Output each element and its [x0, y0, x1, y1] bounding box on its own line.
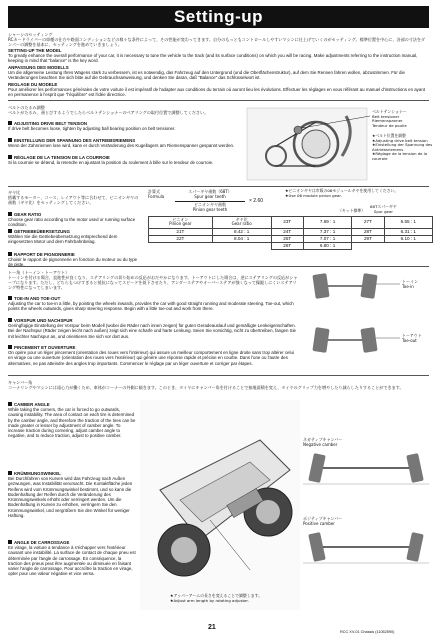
table-cell: 21T — [149, 228, 213, 235]
bullet-icon — [8, 540, 12, 544]
toe-en-title: TOE-IN AND TOE-OUT — [8, 296, 298, 301]
camber-de-title: KRÜMMUNGSWINKEL — [8, 471, 138, 476]
table-cell: 7.69 : 1 — [303, 217, 351, 229]
positive-camber-label: ポジティブキャンバー Positive camber — [303, 516, 343, 526]
gear-de: Wählen Sie die Getriebeübersetzung entsprechend dem eingesetzten Motor und dem Fahrbahnbelag. — [8, 234, 118, 245]
bullet-icon — [8, 318, 12, 322]
negative-camber-label: ネガティブキャンバー Negative camber — [303, 437, 343, 447]
toe-fr: On opère pour un léger pincement (orientation des roues vers l'intérieur) qui assure un meilleur comportement en ligne droite sans trop altérer celui en virage ou une ouverture (orientation des roues vers l'extérieur) qui génère une réponse rapide et précise en courbe. Dans l'une ou l'autre des alternatives, ne pas atteindre des angles trop importants. Commencer le réglage par un léger ouverture et corriger par étapes. — [8, 350, 294, 366]
bullet-icon — [8, 345, 12, 349]
table-row — [149, 236, 433, 243]
spur-gear-label: 68Tスパーギヤ Spur gear — [370, 204, 397, 214]
table-cell — [384, 243, 432, 250]
formula-denominator: ピニオンギヤ歯数 Pinion gear teeth — [192, 202, 228, 212]
intro-en-title: SETTING-UP THE MODEL — [8, 48, 62, 53]
belt-de-title: EINSTELLUNG DER SPANNUNG DES ANTRIEBSRIEMENS — [8, 138, 248, 143]
gear-fr-title: RAPPORT DE PIGNONNERIE — [8, 252, 148, 257]
bullet-icon — [8, 402, 12, 406]
page-title: Setting-up — [8, 6, 429, 28]
bullet-icon — [8, 121, 12, 125]
toe-jp: トー角（トーイン・トーアウト） トーインを付ける場合、直進性が良くなり、ステアリングの切り始めの反応がおだやかになります。トーアウトにした場合は、逆にステアリングの反応がシャープになります。ただし、どちらもつけすぎると抵抗になってスピードを低下させたり、アンダーステアやオーバーステアが強くなって操縦しにくいステアリング特性になってしまいます。 — [8, 270, 298, 290]
table-cell: 7.37 : 1 — [303, 228, 351, 235]
table-cell — [352, 243, 384, 250]
camber-en: While taking the corners, the car is forced to go outwards, causing instability. The area of contact on each tire is determined by the camber angle, and therefore the traction of the tires can be made greater or lesser by adjustment of camber angle. To increase traction during cornering, adjust camber angle to negative, and to reduce traction, adjust to positive camber. — [8, 407, 136, 439]
camber-jp: キャンバー角 コーナリングやマシンには遠心力が働くため、車体がコーナーの外側に傾きます。このとき、タイヤにキャンバー角を付けることで接地面積を変え、タイヤのグリップ力を増やしたり減らしたりすることができます。 — [8, 380, 404, 390]
bullet-icon — [8, 212, 12, 216]
table-cell: 6.80 : 1 — [303, 243, 351, 250]
belt-fr-title: RÉGLAGE DE LA TENSION DE LA COURROIE — [8, 155, 248, 160]
gear-jp: ギヤ比 搭載するモーター、コース、レイアウト等に合わせて、ピニオンギヤの歯数（ギヤ比）をセッティングしてください。 — [8, 190, 139, 205]
camber-de: Bei Durchfahren von Kurven wird das Fahrzeug nach Außen gezwungen, was Instabilität verursacht. Die Kontaktfläche jeden Reifens wird vom Krümmungswinkel bestimmt, und so kann die Bodenhaftung der Reifen durch die Veränderung des Krümmungswinkels erhöht oder verringert werden. Um die Bodenhaftung in Kurven zu erhöhen, verringern Sie den Krümmungswinkel, und vergrößern Sie den Winkel für weniger Haftung. — [8, 476, 133, 519]
table-cell: 27T — [352, 217, 384, 229]
table-cell: 22T — [149, 236, 213, 243]
formula-label: 計算式 Formula — [148, 189, 165, 199]
divider — [8, 186, 429, 187]
product-code: RCC XV-01 Chassis (11052590) — [340, 630, 395, 634]
table-cell — [212, 243, 271, 250]
table-cell: 28T — [352, 228, 384, 235]
gear-ratio-table — [148, 216, 433, 250]
table-cell: 24T — [271, 228, 303, 235]
formula-multiplier: × 2.60 — [249, 198, 264, 204]
divider — [8, 266, 429, 267]
table-cell: 23T — [271, 217, 303, 229]
table-cell: 6.31 : 1 — [384, 228, 432, 235]
table-cell: 25T — [271, 236, 303, 243]
table-header-cell: ピニオン Pinion gear — [149, 217, 213, 229]
intro-en: To greatly enhance the overall performance of your car, it is necessary to tune the vehicle to the track (and its surface conditions) on which you will be racing. Make adjustments referring to the instruction manual, keeping in mind that "balance" is the key word. — [8, 53, 418, 64]
intro-fr: Pour améliorer les performances générales de votre voiture il est impératif de l'adapter aux conditions du terrain où auront lieu les évolutions. Effectuer les réglages en vous référant au manuel d'instructions en ayant en permanence à l'esprit que "l'équilibre" est l'idée directrice. — [8, 87, 425, 98]
table-cell: 29T — [352, 236, 384, 243]
gear-fr: Choisir le rapport de pignonnerie en fonction du moteur ou du type de piste. — [8, 257, 138, 268]
belt-de: Wenn der Zahnriemen lose wird, kann er durch Veränderung des Kugellagers am Riemenspanner gespannt werden. — [8, 143, 235, 148]
bullet-icon — [8, 296, 12, 300]
toe-en: Adjusting the car to toe-in a little, by pointing the wheels inwards, provides the car with good straight running and moderate steering. Toe-out, which points the wheels outwards, gives sharp steering response. Begin with a little toe-out and work from there. — [8, 301, 294, 312]
table-row — [149, 243, 433, 250]
table-row — [149, 228, 433, 235]
belt-en: If drive belt becomes loose, tighten by adjusting ball bearing position on belt tensioner. — [8, 126, 176, 131]
bullet-icon — [8, 471, 12, 475]
camber-en-title: CAMBER ANGLE — [8, 402, 138, 407]
toe-in-label: トーイン Toe-in — [402, 279, 418, 289]
kit-standard-note: （キット標準） — [338, 208, 366, 213]
table-cell — [149, 243, 213, 250]
adjust-arm-note: ★アッパーアームの長さを変えることで調整します。 ★Adjust arm length by rotating adjuster. — [170, 593, 263, 603]
positive-camber-diagram — [303, 529, 429, 569]
table-cell: 8.42 : 1 — [212, 228, 271, 235]
gear-de-title: GETRIEBEÜBERSETZUNG — [8, 229, 148, 234]
intro-de: Um die allgemeine Leistung Ihres Wagens stark zu verbessern, ist es notwendig, das Fahrzeug auf den Untergrund (und die Oberflächenstruktur), auf dem Sie Rennen fahren wollen, abzustimmen. Für die Veränderungen beachten Sie sich bitte auf die Gebrauchsanweisung, und denken Sie daran, daß "Balance" das Schlüsselwort ist. — [8, 70, 405, 81]
belt-fr: Si la courroie se détend, la retendre en ajustant la position du roulement à bille sur le tendeur de courroie. — [8, 160, 214, 165]
intro-de-title: ANPASSUNG DES MODELLS — [8, 65, 69, 70]
belt-notes: ★ベルト位置を調整 ★Adjusting drive belt tension ★Einstellung der Spannung des Antriebsriemens ★Réglage de la tension de la courroie — [372, 133, 433, 161]
gear-en: Choose gear ratio according to the motor used or running surface condition. — [8, 217, 136, 228]
belt-jp: ベルトのたるみ調整 ベルトがたるみ、歯とびするようでしたらベルトテンショナーのベアリングの取付位置で調整してください。 — [8, 105, 209, 115]
bullet-icon — [8, 155, 12, 159]
toe-de: Geringfügige Einstellung der Vorspur beim Modell (wobei die Räder nach innen zeigen) für guten Geradeauslauf und gemäßigte Lenkeigenschaften. Bei der Nachspur (Räder zeigen leicht nach außen) zeigt sich eine scharfe und harte Lenkung. Seien Sie vorsichtig, nicht zu übertreiben, fangen Sie mit leichter Nachspur an, und orientieren Sie sich vor dort aus. — [8, 323, 297, 339]
table-cell: 26T — [271, 243, 303, 250]
intro-fr-title: REGLAGE DU MODELE — [8, 82, 58, 87]
bullet-icon — [8, 229, 12, 233]
negative-camber-diagram — [303, 450, 429, 490]
belt-en-title: ADJUSTING DRIVE BELT TENSION — [8, 121, 248, 126]
gear-en-title: GEAR RATIO — [8, 212, 148, 217]
chassis-illustration — [140, 400, 300, 610]
divider — [8, 375, 429, 376]
toe-de-title: VORSPUR UND NACHSPUR — [8, 318, 298, 323]
table-header-cell: ギヤ比 Gear ratio — [212, 217, 271, 229]
belt-tensioner-label: ベルトテンショナー Belt tensioner Riemenspanner Tendeur de poulie — [372, 109, 407, 128]
table-cell: 8.04 : 1 — [212, 236, 271, 243]
intro-jp: シャーシのセッティング RCカードライバーの車種の仕方や路面コンディションなどの様々な条件によって、その性能が変わってきます。自分のもっともコントロールしやすいマシンに仕上げていくのがセッティング。標準位置を中心に、各部の寸法をダンパーの調整を基本に、セッティングを進めていきましょう。 — [8, 32, 426, 47]
camber-fr: En virage, la voiture a tendance à s'échapper vers l'extérieur causant une instabilité. La surface de contact de chaque pneu est déterminée par l'angle de carrossage. En conséquence, la traction des pneus peut être augmentée ou diminuée en faisant varier l'angle de carrossage. Pour accroître la traction en virage, opter pour une valeur négative et vice versa. — [8, 545, 136, 577]
toe-out-label: トーアウト Toe-out — [402, 333, 422, 343]
table-row — [149, 217, 433, 229]
table-cell: 6.10 : 1 — [384, 236, 432, 243]
camber-fr-title: ANGLE DE CARROSSAGE — [8, 540, 138, 545]
formula-numerator: スパーギヤ歯数（68T） Spur gear teeth — [188, 189, 232, 199]
page-number: 21 — [208, 624, 216, 631]
table-cell: 7.07 : 1 — [303, 236, 351, 243]
bullet-icon — [8, 138, 12, 142]
gear-notes: ★ピニオンギヤは市販の06モジュールギヤを使用してください。 ★Use 06 module pinion gear. — [285, 188, 399, 198]
table-cell: 6.55 : 1 — [384, 217, 432, 229]
toe-fr-title: PINCEMENT ET OUVERTURE — [8, 345, 298, 350]
bullet-icon — [8, 252, 12, 256]
divider — [8, 100, 429, 101]
